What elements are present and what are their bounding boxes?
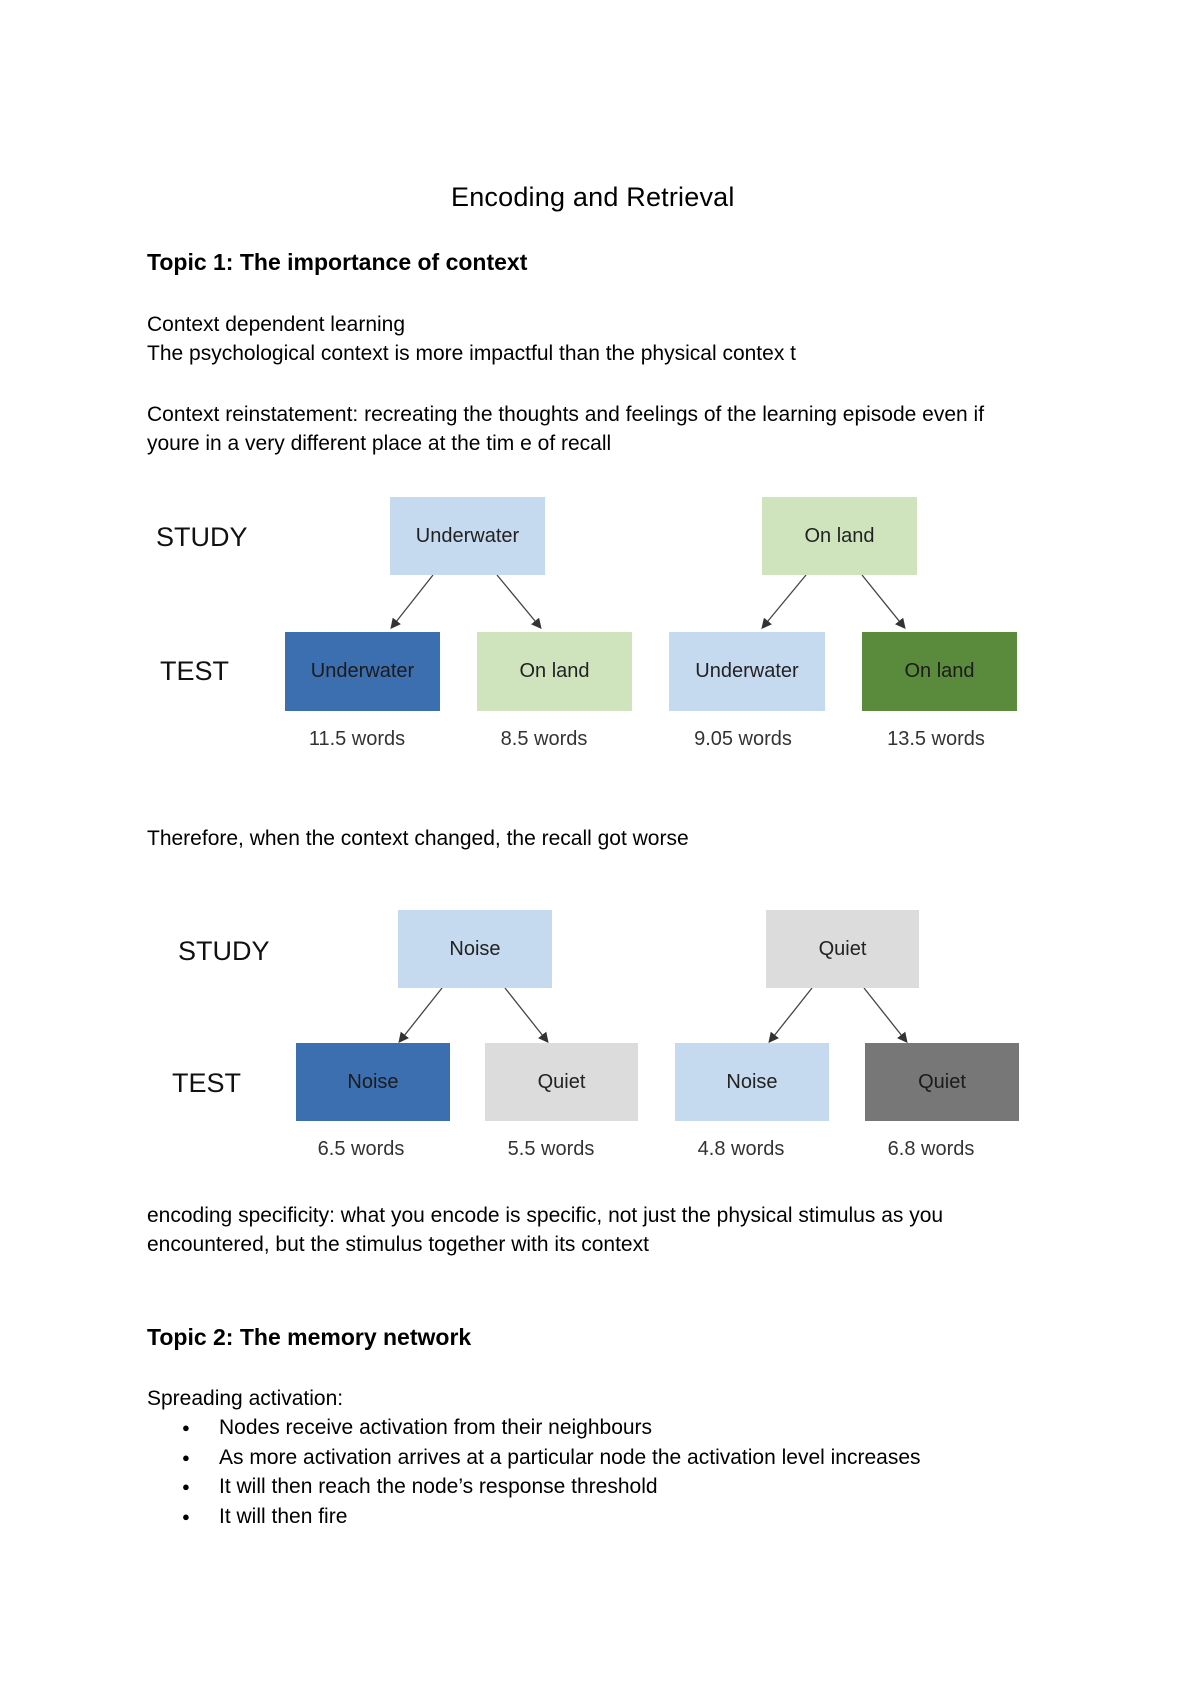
arrow-left-1 bbox=[400, 988, 442, 1041]
result-count: 9.05 words bbox=[694, 728, 792, 750]
context-reinstatement-line-1: Context reinstatement: recreating the thoughts and feelings of the learning episode even if bbox=[147, 403, 985, 426]
spreading-activation-label: Spreading activation: bbox=[147, 1387, 344, 1410]
result-count: 5.5 words bbox=[507, 1138, 595, 1160]
list-item: ● It will then reach the node’s response threshold bbox=[147, 1472, 921, 1502]
test-label: TEST bbox=[160, 656, 230, 686]
study-label: STUDY bbox=[156, 522, 248, 552]
list-item: ● It will then fire bbox=[147, 1502, 921, 1532]
test-box-noise-quiet: Quiet bbox=[485, 1043, 638, 1121]
encoding-specificity-line-2: encountered, but the stimulus together with its context bbox=[147, 1233, 649, 1256]
test-box-quiet-noise: Noise bbox=[675, 1043, 829, 1121]
topic1-heading: Topic 1: The importance of context bbox=[147, 249, 528, 275]
study-box-noise: Noise bbox=[398, 910, 552, 988]
list-item: ● As more activation arrives at a particular node the activation level increases bbox=[147, 1443, 921, 1473]
test-box-underwater-underwater: Underwater bbox=[285, 632, 440, 711]
result-count: 6.5 words bbox=[317, 1138, 405, 1160]
therefore-line: Therefore, when the context changed, the recall got worse bbox=[147, 827, 689, 850]
psychological-context-line: The psychological context is more impactful than the physical contex t bbox=[147, 342, 796, 365]
arrow-right-2 bbox=[864, 988, 906, 1041]
test-box-quiet-quiet: Quiet bbox=[865, 1043, 1019, 1121]
result-count: 8.5 words bbox=[500, 728, 588, 750]
study-box-on-land: On land bbox=[762, 497, 917, 575]
result-count: 13.5 words bbox=[887, 728, 985, 750]
test-label: TEST bbox=[172, 1068, 242, 1098]
page-title: Encoding and Retrieval bbox=[451, 182, 735, 212]
result-count: 4.8 words bbox=[697, 1138, 785, 1160]
arrow-left-2 bbox=[505, 988, 547, 1041]
study-label: STUDY bbox=[178, 936, 270, 966]
test-box-underwater-on-land: On land bbox=[477, 632, 632, 711]
spreading-activation-list bbox=[147, 1413, 921, 1531]
test-box-on-land-underwater: Underwater bbox=[669, 632, 825, 711]
topic2-heading: Topic 2: The memory network bbox=[147, 1324, 472, 1350]
encoding-specificity-line-1: encoding specificity: what you encode is specific, not just the physical stimulus as you bbox=[147, 1204, 944, 1227]
study-box-quiet: Quiet bbox=[766, 910, 919, 988]
test-box-on-land-on-land: On land bbox=[862, 632, 1017, 711]
study-box-underwater: Underwater bbox=[390, 497, 545, 575]
result-count: 6.8 words bbox=[887, 1138, 975, 1160]
context-reinstatement-line-2: youre in a very different place at the tim e of recall bbox=[147, 432, 612, 455]
arrow-right-1 bbox=[770, 988, 812, 1041]
list-item: ● Nodes receive activation from their neighbours bbox=[147, 1413, 921, 1443]
test-box-noise-noise: Noise bbox=[296, 1043, 450, 1121]
result-count: 11.5 words bbox=[308, 728, 406, 750]
context-dependent-line: Context dependent learning bbox=[147, 313, 406, 336]
